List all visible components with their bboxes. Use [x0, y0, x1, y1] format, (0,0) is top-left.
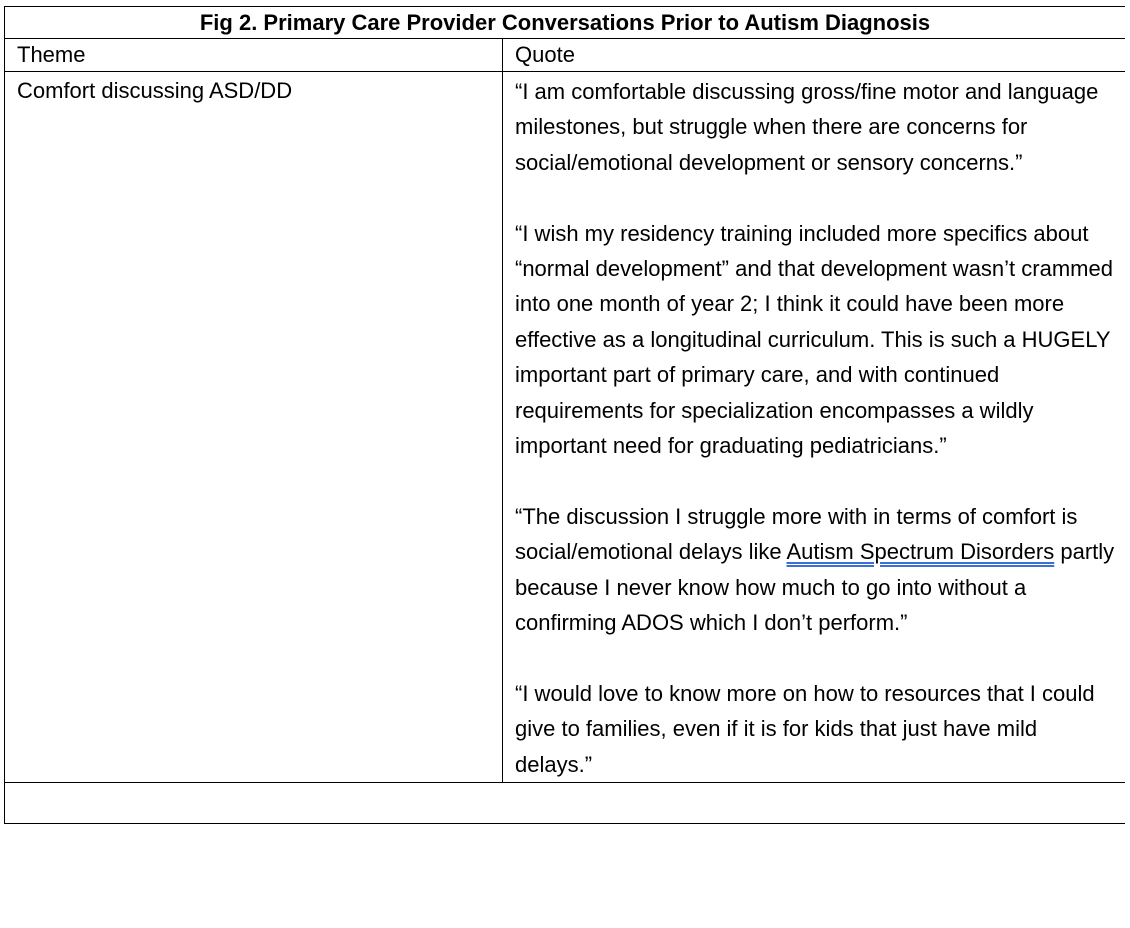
quote-1: “I am comfortable discussing gross/fine motor and language milestones, but struggle when there are concerns for social/emotional development or sensory concerns.” — [515, 79, 1099, 175]
quote-3 — [515, 499, 1117, 641]
table-row — [5, 72, 1126, 783]
header-row — [5, 39, 1126, 72]
empty-cell — [5, 783, 1126, 824]
quote-header-label: Quote — [515, 42, 575, 67]
quote-3-before: “The discussion I struggle more with in terms of comfort is social/emotional delays like — [515, 503, 1078, 565]
table-title: Fig 2. Primary Care Provider Conversations Prior to Autism Diagnosis — [5, 7, 1126, 39]
quote-4: “I would love to know more on how to resources that I could give to families, even if it is for kids that just have mild delays.” — [515, 680, 1095, 777]
theme-cell — [5, 72, 503, 783]
quote-cell — [503, 72, 1126, 783]
autism-spectrum-disorders-link[interactable]: Autism Spectrum Disorders — [786, 539, 1055, 565]
quote-3-after: partly because I never know how much to go into without a confirming ADOS which I don’t perform.” — [515, 539, 1115, 636]
title-row — [5, 7, 1126, 39]
theme-text: Comfort discussing ASD/DD — [17, 78, 293, 103]
quote-header — [503, 39, 1126, 72]
quotes-table — [4, 6, 1125, 824]
quote-2: “I wish my residency training included more specifics about “normal development” and that development wasn’t crammed into one month of year 2; I think it could have been more effective as a longitudinal curriculum. This is such a HUGELY important part of primary care, and with continued requirements for specialization encompasses a wildly important need for graduating pediatricians.” — [515, 220, 1113, 459]
theme-header — [5, 39, 503, 72]
document-page — [4, 6, 1125, 928]
empty-row — [5, 783, 1126, 824]
theme-header-label: Theme — [17, 42, 86, 67]
